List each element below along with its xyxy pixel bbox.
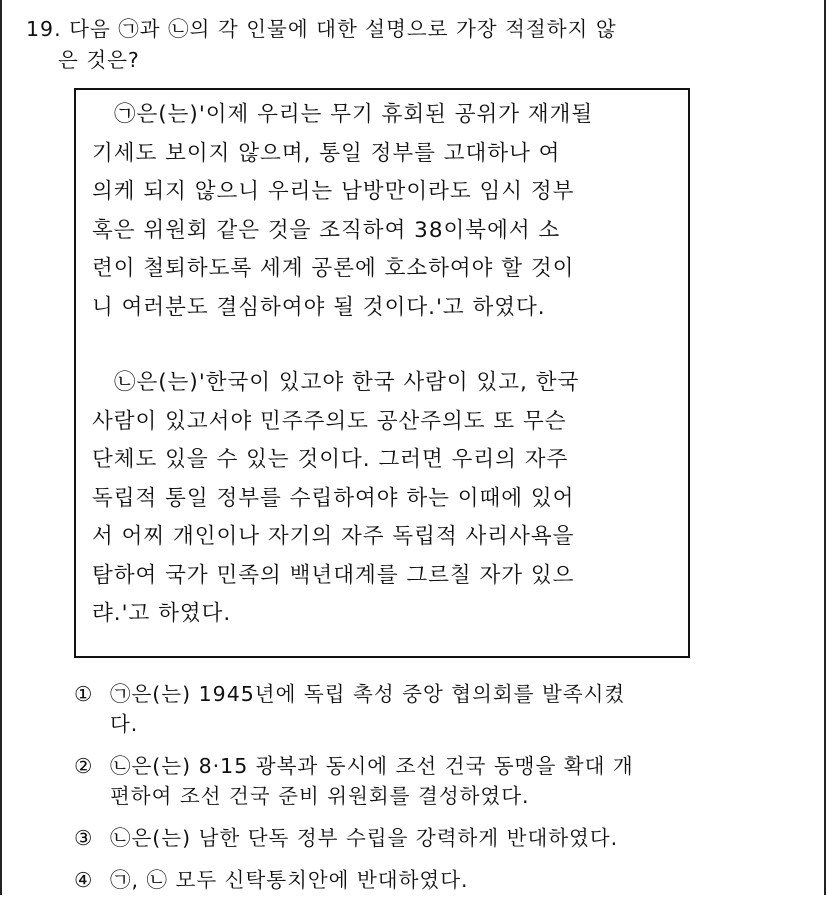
- choice-marker: ①: [74, 682, 94, 706]
- paragraph-spacer: [92, 327, 674, 364]
- choice-marker: ②: [74, 754, 94, 778]
- choice-marker: ③: [74, 826, 94, 850]
- passage-line: 랴.'고 하였다.: [92, 601, 232, 626]
- choice-text-line1: ㉡은(는) 남한 단독 정부 수립을 강력하게 반대하였다.: [110, 826, 619, 850]
- passage-line: 서 어찌 개인이나 자기의 자주 독립적 사리사욕을: [92, 524, 575, 549]
- choice-marker: ④: [74, 868, 94, 892]
- passage-line: 탐하여 국가 민족의 백년대계를 그르칠 자가 있으: [92, 562, 575, 588]
- passage-line: 혹은 위원회 같은 것을 조직하여 38이북에서 소: [92, 217, 561, 243]
- passage-line: 니 여러분도 결심하여야 될 것이다.'고 하였다.: [92, 294, 546, 320]
- passage-line: ㉡은(는)'한국이 있고야 한국 사람이 있고, 한국: [114, 370, 580, 395]
- passage-line: 기세도 보이지 않으며, 통일 정부를 고대하나 여: [92, 140, 561, 166]
- choice-text-line1: ㉠, ㉡ 모두 신탁통치안에 반대하였다.: [110, 868, 469, 892]
- choice-text-line2: 편하여 조선 건국 준비 위원회를 결성하였다.: [110, 784, 530, 808]
- question-stem: [26, 14, 796, 76]
- question-text-line2: 은 것은?: [58, 48, 140, 72]
- choice-3[interactable]: [74, 823, 774, 853]
- passage-line: ㉠은(는)'이제 우리는 무기 휴회된 공위가 재개될: [114, 102, 594, 127]
- answer-choices: [74, 679, 774, 907]
- question-number: 19.: [26, 17, 62, 41]
- passage-line: 의케 되지 않으니 우리는 남방만이라도 임시 정부: [92, 179, 575, 204]
- passage-paragraph-2: [92, 364, 674, 634]
- choice-text-line1: ㉡은(는) 8·15 광복과 동시에 조선 건국 동맹을 확대 개: [110, 754, 634, 778]
- choice-text-line2: 다.: [110, 712, 139, 736]
- page-left-border: [0, 0, 2, 895]
- choice-4[interactable]: [74, 865, 774, 895]
- passage-paragraph-1: [92, 96, 674, 327]
- choice-2[interactable]: [74, 751, 774, 811]
- choice-text-line1: ㉠은(는) 1945년에 독립 촉성 중앙 협의회를 발족시켰: [110, 682, 626, 706]
- passage-line: 독립적 통일 정부를 수립하여야 하는 이때에 있어: [92, 485, 575, 511]
- question-text-line1: 다음 ㉠과 ㉡의 각 인물에 대한 설명으로 가장 적절하지 않: [69, 17, 617, 41]
- passage-box: [74, 88, 690, 658]
- choice-1[interactable]: [74, 679, 774, 739]
- passage-line: 련이 철퇴하도록 세계 공론에 호소하여야 할 것이: [92, 256, 575, 281]
- passage-line: 단체도 있을 수 있는 것이다. 그러면 우리의 자주: [92, 447, 569, 472]
- passage-line: 사람이 있고서야 민주주의도 공산주의도 또 무슨: [92, 408, 567, 434]
